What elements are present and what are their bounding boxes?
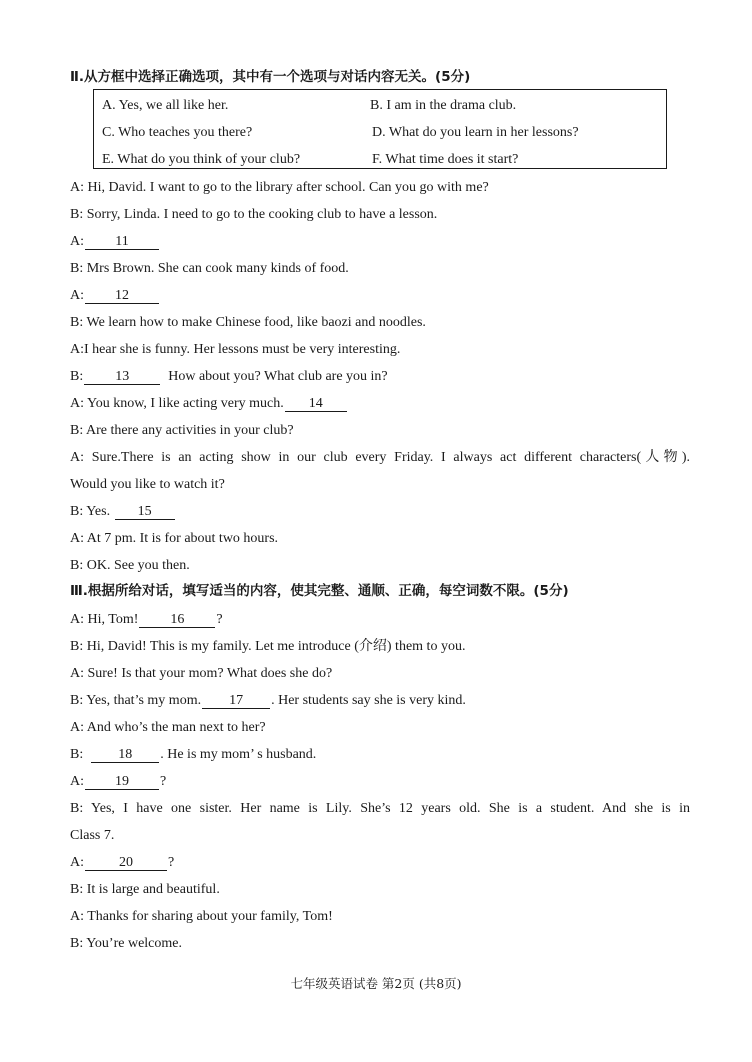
option-e: E. What do you think of your club? [102, 152, 301, 167]
answer-blank-20[interactable]: 20 [85, 855, 167, 871]
dialogue-line [70, 368, 690, 386]
dialogue-line [70, 935, 690, 953]
dialogue-line [70, 287, 690, 305]
line-text: B: [70, 369, 84, 384]
answer-blank-11[interactable]: 11 [85, 234, 159, 250]
line-text: B: Yes. [70, 504, 114, 519]
dialogue-line [70, 206, 690, 224]
line-text-after-blank: ? [216, 612, 223, 627]
options-box [93, 89, 667, 169]
line-text: A: [70, 855, 84, 870]
line-text: Would you like to watch it? [70, 477, 225, 492]
answer-blank-19[interactable]: 19 [85, 774, 159, 790]
line-text: A:I hear she is funny. Her lessons must be very interesting. [70, 342, 401, 357]
answer-blank-16[interactable]: 16 [139, 612, 215, 628]
line-text: A: And who’s the man next to her? [70, 720, 266, 735]
dialogue-line [70, 395, 690, 413]
dialogue-line [70, 800, 690, 818]
answer-blank-17[interactable]: 17 [202, 693, 270, 709]
dialogue-line [70, 530, 690, 548]
dialogue-line [70, 692, 690, 710]
line-text: A: Hi, Tom! [70, 612, 139, 627]
line-text: A: Thanks for sharing about your family, Tom! [70, 909, 333, 924]
dialogue-line [70, 827, 690, 845]
line-text-after-blank: . He is my mom’ s husband. [160, 747, 317, 762]
line-text: B: Hi, David! This is my family. Let me introduce (介绍) them to you. [70, 639, 466, 654]
option-d: D. What do you learn in her lessons? [372, 125, 579, 140]
dialogue-line [70, 557, 690, 575]
line-text-after-blank: ? [160, 774, 167, 789]
dialogue-line [70, 422, 690, 440]
answer-blank-14[interactable]: 14 [285, 396, 347, 412]
dialogue-line [70, 449, 690, 467]
dialogue-line [70, 773, 690, 791]
line-text: B: OK. See you then. [70, 558, 190, 573]
line-text: A: Hi, David. I want to go to the library after school. Can you go with me? [70, 180, 489, 195]
line-text: B: You’re welcome. [70, 936, 182, 951]
option-a: A. Yes, we all like her. [102, 98, 229, 113]
line-text-after-blank: ? [168, 855, 175, 870]
dialogue-line [70, 638, 690, 656]
dialogue-line [70, 881, 690, 899]
dialogue-line [70, 719, 690, 737]
line-text: B: We learn how to make Chinese food, like baozi and noodles. [70, 315, 426, 330]
answer-blank-18[interactable]: 18 [91, 747, 159, 763]
answer-blank-12[interactable]: 12 [85, 288, 159, 304]
line-text: A: Sure.There is an acting show in our club every Friday. I always act different characters(人物). [70, 450, 690, 465]
line-text: B: Mrs Brown. She can cook many kinds of food. [70, 261, 349, 276]
dialogue-line [70, 260, 690, 278]
line-text: B: Yes, that’s my mom. [70, 693, 202, 708]
answer-blank-15[interactable]: 15 [115, 504, 175, 520]
dialogue-line [70, 179, 690, 197]
dialogue-line [70, 233, 690, 251]
option-f: F. What time does it start? [372, 152, 519, 167]
dialogue-line [70, 503, 690, 521]
dialogue-line [70, 908, 690, 926]
dialogue-line [70, 746, 690, 764]
line-text-after-blank: . Her students say she is very kind. [271, 693, 466, 708]
line-text: B: Yes, I have one sister. Her name is Lily. She’s 12 years old. She is a student. And she is in [70, 801, 690, 816]
line-text: A: [70, 234, 84, 249]
dialogue-line [70, 314, 690, 332]
line-text: A: At 7 pm. It is for about two hours. [70, 531, 279, 546]
page-footer: 七年级英语试卷 第2页 (共8页) [290, 976, 462, 991]
line-text: A: [70, 774, 84, 789]
dialogue-line [70, 476, 690, 494]
dialogue-line [70, 665, 690, 683]
line-text: A: [70, 288, 84, 303]
dialogue-line [70, 854, 690, 872]
line-text: Class 7. [70, 828, 115, 843]
section4-heading: Ⅲ.根据所给对话，填写适当的内容，使其完整、通顺、正确，每空词数不限。(5分) [70, 583, 569, 599]
line-text: B: [70, 747, 91, 762]
line-text: B: Are there any activities in your club? [70, 423, 294, 438]
answer-blank-13[interactable]: 13 [84, 369, 160, 385]
option-c: C. Who teaches you there? [102, 125, 253, 140]
line-text: A: You know, I like acting very much. [70, 396, 284, 411]
dialogue-line [70, 341, 690, 359]
line-text-after-blank: How about you? What club are you in? [161, 369, 388, 384]
dialogue-line [70, 611, 690, 629]
line-text: A: Sure! Is that your mom? What does she do? [70, 666, 333, 681]
section3-heading: Ⅱ.从方框中选择正确选项，其中有一个选项与对话内容无关。(5分) [70, 69, 471, 85]
option-b: B. I am in the drama club. [370, 98, 517, 113]
line-text: B: It is large and beautiful. [70, 882, 220, 897]
line-text: B: Sorry, Linda. I need to go to the cooking club to have a lesson. [70, 207, 438, 222]
